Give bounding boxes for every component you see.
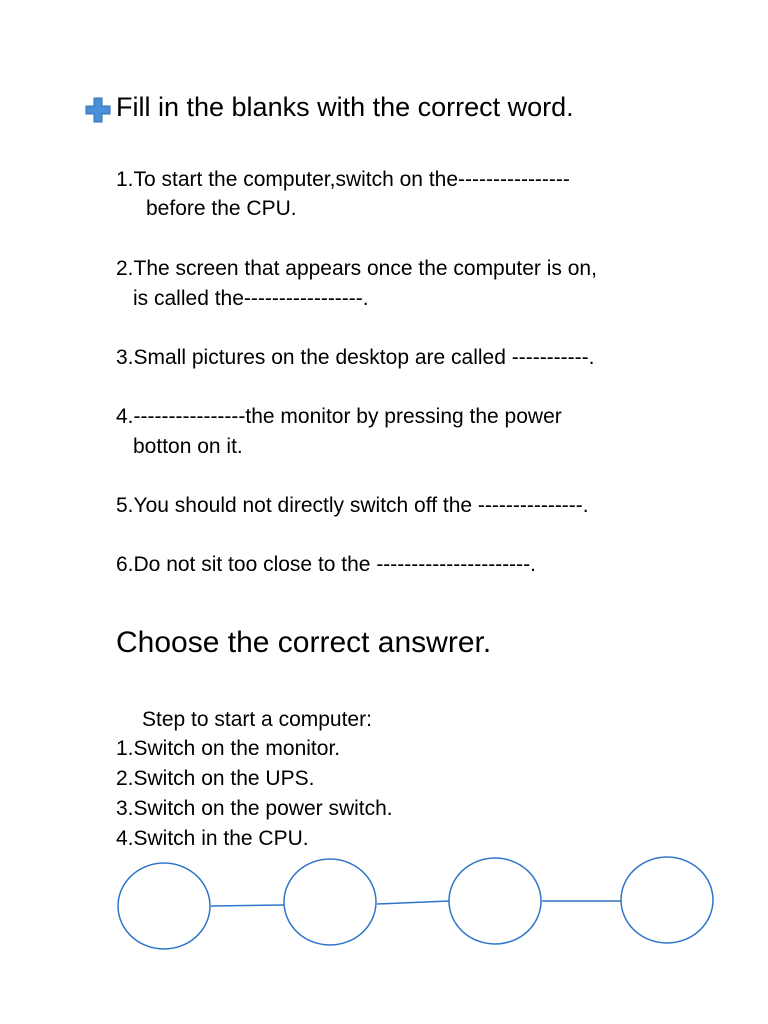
section2-subtitle: Step to start a computer: bbox=[142, 708, 372, 731]
answer-circle-2[interactable] bbox=[284, 859, 376, 945]
question-6: 6.Do not sit too close to the ----------------------. bbox=[116, 553, 536, 576]
option-4: 4.Switch in the CPU. bbox=[116, 827, 309, 850]
question-4-line-2: botton on it. bbox=[133, 435, 243, 458]
section2-title: Choose the correct answrer. bbox=[116, 626, 492, 659]
question-4-line-1: 4.----------------the monitor by pressing the power bbox=[116, 405, 562, 428]
answer-circle-4[interactable] bbox=[621, 857, 713, 943]
question-2-line-1: 2.The screen that appears once the computer is on, bbox=[116, 257, 597, 280]
option-1: 1.Switch on the monitor. bbox=[116, 737, 341, 760]
option-3: 3.Switch on the power switch. bbox=[116, 797, 393, 820]
answer-circle-3[interactable] bbox=[449, 858, 541, 944]
connector-line-2 bbox=[377, 901, 449, 904]
question-2-line-2: is called the-----------------. bbox=[133, 287, 369, 310]
section1-title: Fill in the blanks with the correct word. bbox=[116, 92, 574, 122]
question-5: 5.You should not directly switch off the ---------------. bbox=[116, 494, 589, 517]
answer-circle-1[interactable] bbox=[118, 863, 210, 949]
question-3: 3.Small pictures on the desktop are called -----------. bbox=[116, 346, 595, 369]
option-2: 2.Switch on the UPS. bbox=[116, 767, 315, 790]
question-1-line-1: 1.To start the computer,switch on the---------------- bbox=[116, 168, 570, 191]
connector-line-1 bbox=[211, 905, 284, 906]
question-1-line-2: before the CPU. bbox=[146, 197, 297, 220]
